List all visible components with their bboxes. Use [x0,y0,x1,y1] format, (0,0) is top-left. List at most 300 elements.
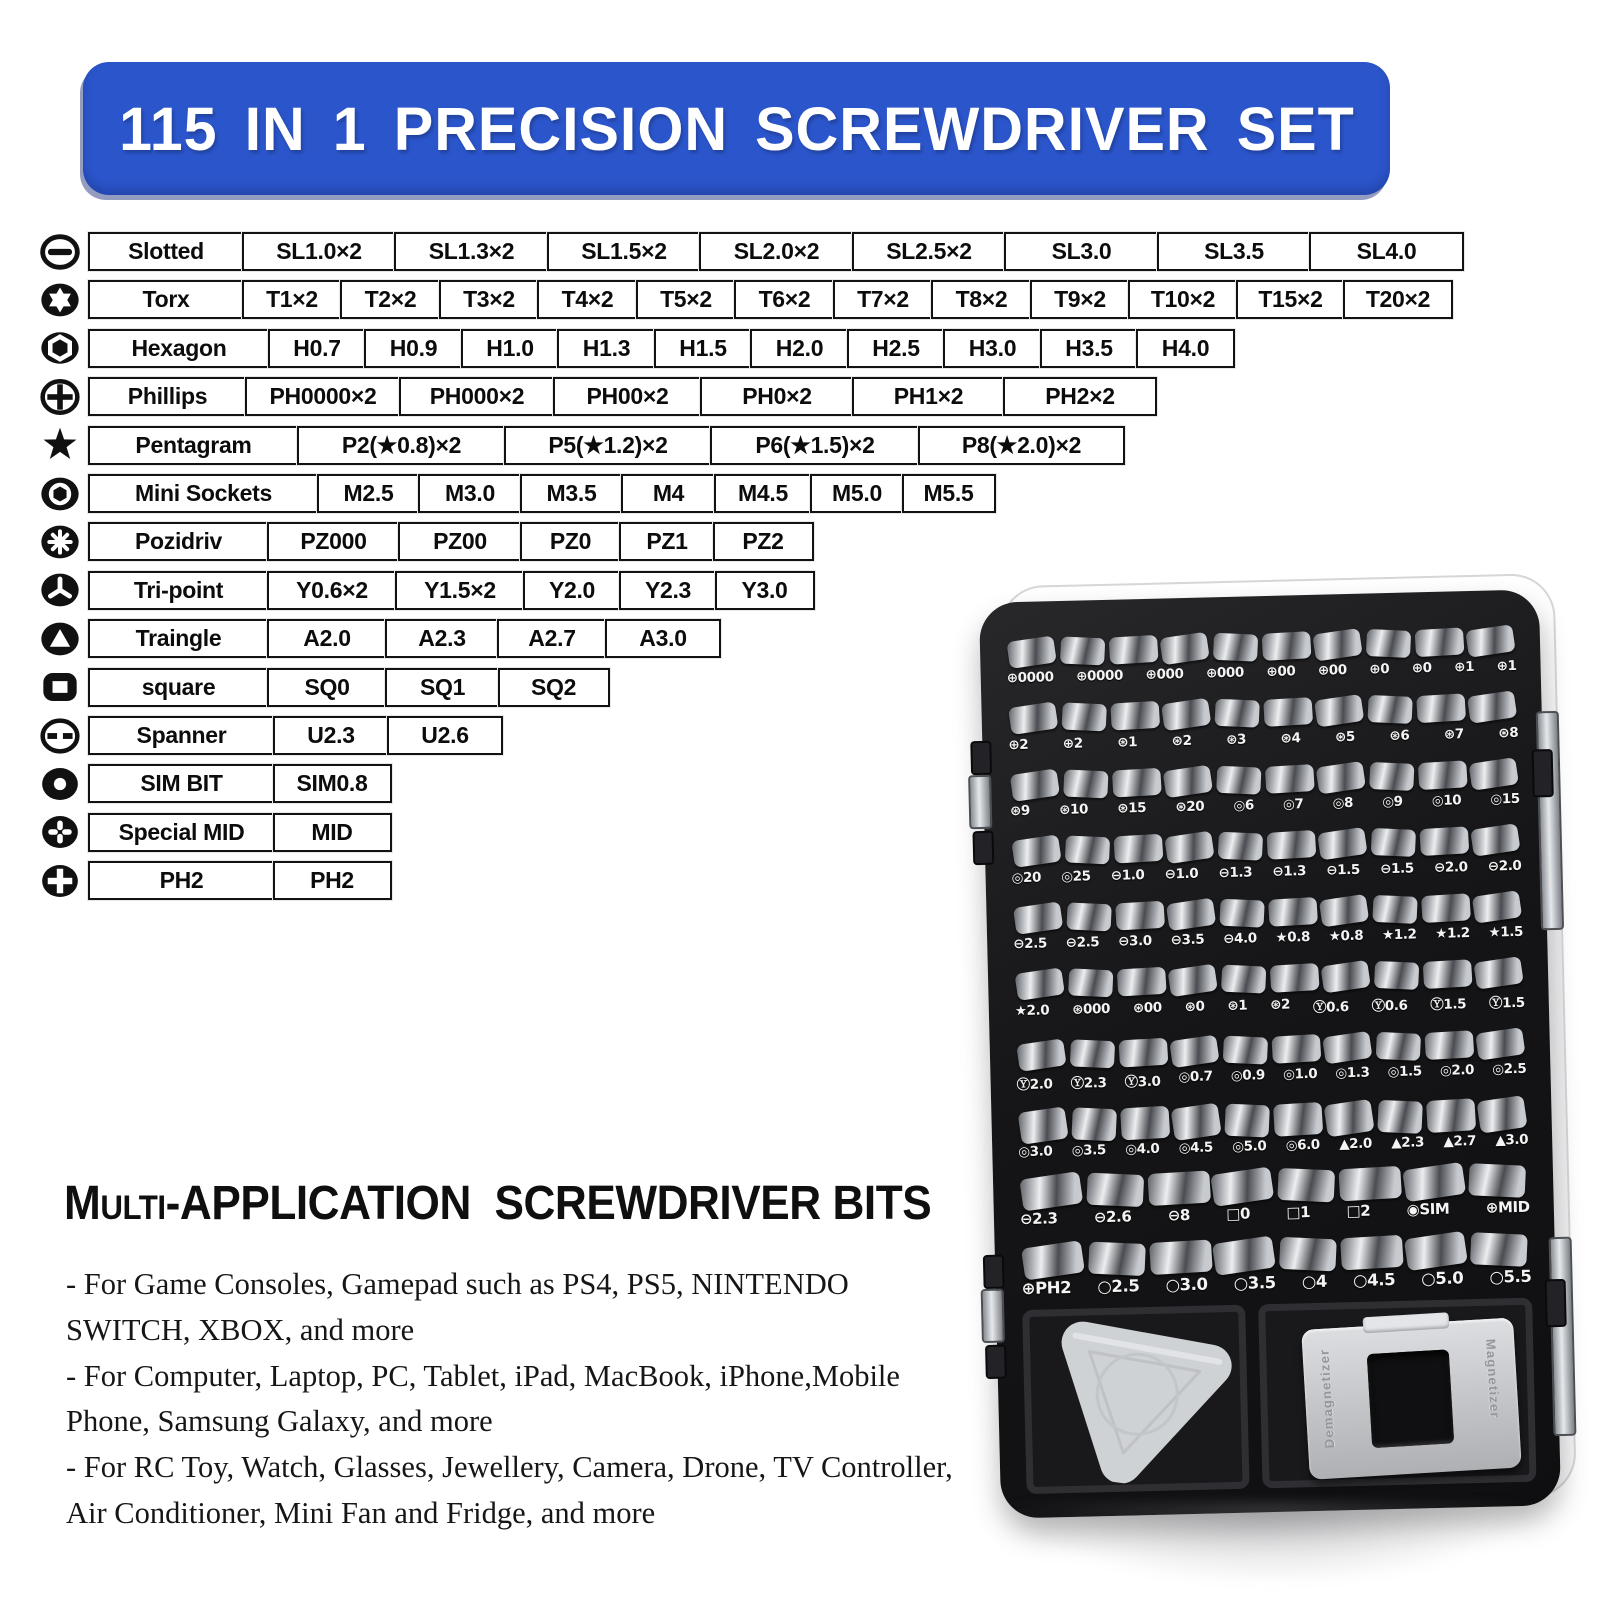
spec-cell: P6(★1.5)×2 [710,426,921,465]
screwdriver-bit [1086,1173,1144,1208]
bit-size-label: ◎7 [1282,796,1304,813]
square-icon [36,668,84,707]
spec-cell: T6×2 [734,280,835,319]
spec-row-label: Hexagon [88,329,270,368]
spec-cell: T9×2 [1030,280,1131,319]
spec-cell: H1.0 [461,329,560,368]
bit-size-label: ◉SIM [1406,1200,1450,1220]
spec-cell: T1×2 [242,280,343,319]
spec-cell: PZ00 [398,522,522,561]
screwdriver-bit [1147,1171,1210,1207]
screwdriver-bit [1149,1239,1212,1275]
bit-size-label: ⊛10 [1058,801,1089,819]
screwdriver-bit [1314,694,1364,728]
screwdriver-bit [1062,702,1107,731]
screwdriver-bit [1367,695,1412,724]
screwdriver-bit [1279,1237,1337,1272]
application-bullet: - For RC Toy, Watch, Glasses, Jewellery, Camera, Drone, TV Controller, Air Conditioner, Mini Fan and Fridge, and more [66,1450,953,1530]
screwdriver-bit [1340,1235,1403,1271]
bit-tray [1006,624,1532,1298]
bit-size-label: ★2.0 [1014,1002,1050,1019]
bit-size-label: ⊛1 [1227,997,1248,1014]
bit-size-label: ⊖1.5 [1379,860,1414,877]
spec-cell: T15×2 [1236,280,1346,319]
spec-cell: T8×2 [931,280,1032,319]
screwdriver-bit [1268,897,1318,927]
spec-cell: SL1.0×2 [242,232,397,271]
spec-cell: H1.3 [557,329,656,368]
case-hinge [1549,1237,1577,1437]
screwdriver-bit [1424,1030,1474,1060]
spec-row [36,329,1235,368]
screwdriver-bit [1473,956,1523,990]
spec-cell: SL3.0 [1004,232,1159,271]
bit-size-label: Ⓨ0.6 [1371,997,1408,1015]
spec-cell: T4×2 [537,280,638,319]
bit-row [1016,1027,1527,1093]
spec-row-label: Tri-point [88,571,269,610]
screwdriver-bit [1223,1035,1268,1064]
spec-row-label: Mini Sockets [88,474,319,513]
screwdriver-bit [1161,698,1211,732]
spec-cell: H4.0 [1136,329,1235,368]
spec-row-label: PH2 [88,861,275,900]
screwdriver-bit [1273,1102,1323,1137]
screwdriver-bit [1421,893,1471,923]
bit-size-label: ⊖2.0 [1433,858,1468,876]
bit-row [1011,823,1522,885]
screwdriver-bit [1110,701,1160,731]
screwdriver-bit [1109,634,1159,664]
case-reflection [995,1502,1547,1588]
screwdriver-bit [1324,1099,1375,1138]
bit-size-label: ⊕PH2 [1021,1277,1072,1299]
screwdriver-bit [1322,1031,1372,1065]
bit-size-label: Ⓨ2.3 [1070,1075,1107,1093]
spec-cell: M5.5 [902,474,996,513]
spec-row [36,522,814,561]
pentagram-icon [36,426,84,465]
bit-size-label: ⊛2 [1269,996,1291,1013]
opening-pick [1027,1304,1247,1497]
special-mid-icon [36,813,84,852]
spec-cell: PZ000 [267,522,401,561]
spec-cell: SL1.3×2 [394,232,549,271]
bit-size-label: ⊛7 [1443,725,1464,743]
ph2-icon [36,861,84,900]
application-bullet: - For Game Consoles, Gamepad such as PS4, PS5, NINTENDO SWITCH, XBOX, and more [66,1267,849,1347]
bit-size-label: ⊛8 [1498,724,1519,741]
bit-size-label: ⊛4 [1280,729,1301,747]
screwdriver-bit [1476,1095,1527,1134]
screwdriver-bit [1015,968,1065,1002]
screwdriver-bit [1271,1034,1321,1064]
spec-cell: H3.5 [1040,329,1139,368]
spanner-icon [36,716,84,755]
screwdriver-bit [1013,901,1063,935]
screwdriver-bit [1216,765,1261,794]
spec-cell: M5.0 [810,474,904,513]
bit-size-label: ○4 [1301,1271,1328,1292]
spec-cell: P8(★2.0)×2 [918,426,1125,465]
screwdriver-bit [1219,898,1264,927]
screwdriver-bit [1472,890,1522,924]
magnetizer-slot [1367,1349,1454,1448]
screwdriver-bit [1018,1106,1069,1145]
screwdriver-bit [1470,1232,1528,1267]
bit-size-label: ▲2.3 [1391,1134,1425,1151]
bit-size-label: ⊖1.0 [1110,866,1145,884]
screwdriver-bit [1266,830,1316,860]
spec-cell: M3.5 [520,474,624,513]
spec-row [36,280,1453,319]
bit-size-label: ◎4.5 [1178,1139,1214,1157]
bit-size-label: Ⓨ1.5 [1488,994,1526,1012]
screwdriver-bit [1163,764,1213,798]
spec-cell: SL2.0×2 [699,232,854,271]
pick-compartment [1022,1305,1250,1494]
case-clip [972,831,994,866]
screwdriver-bit [1419,826,1469,856]
screwdriver-bit [1371,828,1416,857]
spec-row [36,716,503,755]
screwdriver-bit [1210,1167,1274,1207]
screwdriver-bit [1402,1162,1466,1202]
spec-cell: M3.0 [418,474,522,513]
bit-size-label: ⊖1.5 [1326,861,1361,879]
screwdriver-bit [1423,959,1473,989]
screwdriver-bit [1159,631,1209,665]
screwdriver-bit [1320,960,1370,994]
bit-size-label: ⊕0000 [1075,667,1124,685]
bit-size-label: ⊛6 [1389,727,1410,744]
bit-size-label: ⊕MID [1485,1198,1530,1218]
spec-row-label: square [88,668,269,707]
bit-size-label: ◎8 [1332,794,1354,812]
screwdriver-bit [1171,1102,1222,1141]
spec-cell: T3×2 [439,280,540,319]
title-banner [83,62,1390,195]
screwdriver-bit [1467,690,1517,724]
slotted-icon [36,232,84,271]
screwdriver-bit [1016,1038,1066,1072]
bit-size-label: ◎6.0 [1285,1136,1321,1154]
bit-row [1007,690,1518,752]
screwdriver-bit [1465,624,1515,658]
bit-size-label: ○5.0 [1421,1268,1464,1289]
bit-size-label: Ⓨ2.0 [1016,1076,1053,1094]
bit-size-label: ⊖2.6 [1093,1207,1132,1227]
spec-cell: Y2.3 [619,571,717,610]
screwdriver-bit [1270,963,1320,993]
screwdriver-bit [1426,1098,1476,1133]
spec-cell: H3.0 [943,329,1042,368]
bit-size-label: ⊛9 [1009,802,1031,820]
screwdriver-bit [1212,1235,1276,1275]
case-clip [983,1255,1005,1290]
bit-size-label: ◎1.0 [1282,1066,1318,1083]
screwdriver-bit [1008,701,1058,735]
spec-cell: T20×2 [1343,280,1453,319]
spec-cell: H1.5 [654,329,753,368]
bit-size-label: ◎15 [1490,790,1521,808]
spec-cell: T5×2 [636,280,737,319]
screwdriver-bit [1070,1039,1115,1068]
bit-size-label: ◎0.9 [1230,1067,1266,1085]
bit-size-label: ★1.5 [1488,923,1524,941]
bit-size-label: ⊕000 [1205,664,1245,682]
tool-compartments [1022,1298,1536,1494]
bit-size-label: ◎1.5 [1387,1063,1423,1081]
screwdriver-bit [1088,1241,1146,1276]
bit-size-label: ◎5.0 [1232,1137,1267,1155]
case-clip [1532,749,1554,797]
bit-size-label: ⊖1.3 [1272,862,1307,880]
bit-size-label: ⊖4.0 [1222,930,1257,948]
screwdriver-bit [1265,764,1315,794]
spec-cell: MID [273,813,392,852]
screwdriver-bit [1213,632,1258,661]
screwdriver-bit [1469,1164,1527,1199]
spec-row [36,861,392,900]
screwdriver-bit [1011,834,1061,868]
bit-size-label: ⊛3 [1225,731,1247,748]
spec-cell: PH2 [273,861,392,900]
mini-sockets-icon [36,474,84,513]
spec-row [36,619,721,658]
screwdriver-bit [1312,627,1362,661]
application-bullet: - For Computer, Laptop, PC, Tablet, iPad, MacBook, iPhone,Mobile Phone, Samsung Galaxy, and more [66,1358,900,1439]
bit-size-label: ▲2.7 [1443,1132,1477,1150]
spec-cell: SQ0 [267,668,388,707]
screwdriver-bit [1169,1034,1219,1068]
screwdriver-bit [1317,827,1367,861]
screwdriver-bit [1277,1168,1335,1203]
screwdriver-bit [1221,965,1266,994]
spec-cell: PZ0 [520,522,622,561]
hexagon-icon [36,329,84,368]
bit-row [1017,1098,1528,1160]
bit-size-label: ⊛15 [1117,800,1147,817]
spec-cell: SL4.0 [1309,232,1464,271]
spec-cell: A2.7 [497,619,608,658]
bit-row [1019,1164,1530,1228]
spec-cell: SIM0.8 [273,764,392,803]
spec-row [36,377,1157,416]
bit-size-label: Ⓨ3.0 [1124,1073,1161,1091]
magnetizer-compartment [1258,1298,1536,1489]
torx-icon [36,280,84,319]
bit-size-label: ★0.8 [1275,929,1311,947]
screwdriver-bit [1214,699,1259,728]
bit-size-label: ○3.5 [1233,1272,1276,1293]
bit-row [1009,757,1520,819]
bit-size-label: ⊖1.3 [1218,864,1253,881]
spec-cell: H2.5 [847,329,946,368]
screwdriver-bit [1475,1027,1525,1061]
pozidriv-icon [36,522,84,561]
sim-bit-icon [36,764,84,803]
magnetizer-label: Magnetizer [1483,1338,1503,1420]
spec-cell: P2(★0.8)×2 [297,426,507,465]
bit-size-label: ⊖3.0 [1117,933,1153,950]
screwdriver-bit [1164,831,1214,865]
spec-row [36,571,815,610]
bit-size-label: ◎9 [1382,793,1403,811]
spec-cell: P5(★1.2)×2 [504,426,712,465]
spec-cell: A3.0 [605,619,721,658]
spec-cell: SL2.5×2 [852,232,1007,271]
spec-cell: M2.5 [317,474,421,513]
tri-point-icon [36,571,84,610]
bit-size-label: ⊖2.5 [1065,934,1100,952]
spec-cell: PH2×2 [1003,377,1157,416]
spec-cell: SL3.5 [1157,232,1312,271]
bit-size-label: ⊛0 [1184,998,1205,1015]
bit-size-label: ▲3.0 [1495,1131,1529,1149]
spec-row-label: SIM BIT [88,764,275,803]
screwdriver-bit [1166,897,1216,931]
bit-row [1012,890,1523,952]
bit-size-label: ⊖3.5 [1170,931,1205,949]
bit-size-label: ⊛1 [1117,733,1138,751]
screwdriver-bit [1263,697,1313,727]
screwdriver-bit [1415,627,1465,657]
screwdriver-bit [1120,1105,1170,1140]
bit-size-label: □1 [1286,1203,1311,1223]
screwdriver-bit [1112,767,1162,797]
screwdriver-bit [1118,1037,1168,1067]
spec-row [36,813,392,852]
bit-row [1014,957,1525,1023]
bit-size-label: ⊕2 [1062,735,1083,752]
screwdriver-bit [1316,760,1366,794]
bit-size-label: ◎1.3 [1335,1064,1370,1082]
spec-cell: M4.5 [714,474,813,513]
spec-row-label: Pozidriv [88,522,269,561]
bit-size-label: ⊕00 [1266,663,1296,680]
bit-size-label: ★0.8 [1328,927,1364,945]
bit-size-label: ⊛5 [1334,728,1356,745]
bit-size-label: ○2.5 [1097,1276,1140,1297]
application-list [66,1262,974,1537]
spec-row-label: Traingle [88,619,269,658]
case-latch [968,775,992,830]
bit-size-label: ◎2.0 [1439,1062,1475,1080]
bit-size-label: ★1.2 [1381,926,1417,944]
bit-size-label: ▲2.0 [1339,1135,1373,1153]
spec-cell: T7×2 [833,280,934,319]
screwdriver-bit [1416,693,1466,723]
case-latch [981,1289,1005,1344]
bit-size-label: ★1.2 [1435,925,1470,943]
spec-row-label: Spanner [88,716,275,755]
bit-size-label: ⊛000 [1071,1000,1111,1018]
spec-row-label: Torx [88,280,244,319]
screwdriver-bit [1374,961,1419,990]
spec-row [36,232,1464,271]
bit-size-label: ⊖1.0 [1164,865,1199,883]
spec-row-label: Phillips [88,377,247,416]
spec-cell: Y1.5×2 [395,571,525,610]
screwdriver-bit [1376,1032,1421,1061]
spec-cell: SQ1 [385,668,500,707]
screwdriver-bit [1418,760,1468,790]
spec-cell: Y2.0 [523,571,622,610]
spec-cell: H2.0 [750,329,849,368]
screwdriver-bit [1115,900,1165,930]
bit-size-label: ○4.5 [1352,1269,1396,1290]
case-hinge [1536,711,1564,930]
screwdriver-bit [1338,1166,1401,1202]
screwdriver-bit [1366,628,1411,657]
spec-cell: PH0000×2 [245,377,402,416]
bit-size-label: ⊕1 [1454,658,1475,676]
magnetizer-notch [1363,1312,1450,1333]
bit-size-label: ◎0.7 [1178,1068,1213,1086]
screwdriver-bit [1065,836,1110,865]
spec-cell: PH00×2 [553,377,703,416]
bit-size-label: Ⓨ0.6 [1312,998,1350,1016]
screwdriver-bit [1262,631,1312,661]
product-photo [979,589,1561,1518]
bit-size-label: ⊖2.5 [1013,935,1048,953]
magnetizer-tool [1301,1317,1522,1479]
spec-row [36,426,1125,465]
bit-size-label: ⊛2 [1171,732,1192,749]
page-title: 115 IN 1 PRECISION SCREWDRIVER SET [118,94,1355,163]
bit-size-label: ⊕0000 [1006,669,1054,687]
spec-cell: Y3.0 [715,571,815,610]
spec-cell: M4 [621,474,716,513]
spec-row-label: Pentagram [88,426,299,465]
spec-cell: A2.0 [267,619,388,658]
spec-cell: T2×2 [340,280,441,319]
bit-size-label: ◎4.0 [1125,1140,1160,1158]
bit-size-label: ◎3.0 [1018,1143,1053,1161]
spec-cell: T10×2 [1128,280,1238,319]
spec-cell: PH000×2 [399,377,555,416]
bit-size-label: ⊖2.0 [1487,857,1522,875]
bit-size-label: ○5.5 [1489,1266,1532,1287]
screwdriver-bit [1019,1172,1083,1212]
spec-row-label: Slotted [88,232,244,271]
spec-cell: A2.3 [385,619,499,658]
spec-row [36,764,392,803]
bit-size-label: ◎10 [1431,792,1462,810]
screwdriver-bit [1224,1103,1270,1137]
spec-cell: H0.7 [268,329,367,368]
spec-cell: U2.6 [387,716,503,755]
bit-size-label: ○3.0 [1165,1274,1208,1295]
screwdriver-bit [1068,969,1113,998]
bit-size-label: ⊕1 [1496,657,1517,675]
screwdriver-bit [1113,834,1163,864]
bit-size-label: ⊕0 [1369,660,1390,678]
screwdriver-bit [1403,1231,1467,1271]
spec-cell: SQ2 [498,668,610,707]
screwdriver-bit [1006,635,1056,669]
spec-cell: PH1×2 [852,377,1006,416]
case-clip [1545,1279,1567,1327]
bit-size-label: □0 [1226,1204,1251,1224]
bit-size-label: □2 [1346,1201,1371,1221]
triangle-icon [36,619,84,658]
bit-size-label: ◎6 [1233,797,1255,814]
bit-size-label: ⊕000 [1145,666,1184,683]
spec-cell: Y0.6×2 [267,571,398,610]
screwdriver-bit [1010,768,1060,802]
